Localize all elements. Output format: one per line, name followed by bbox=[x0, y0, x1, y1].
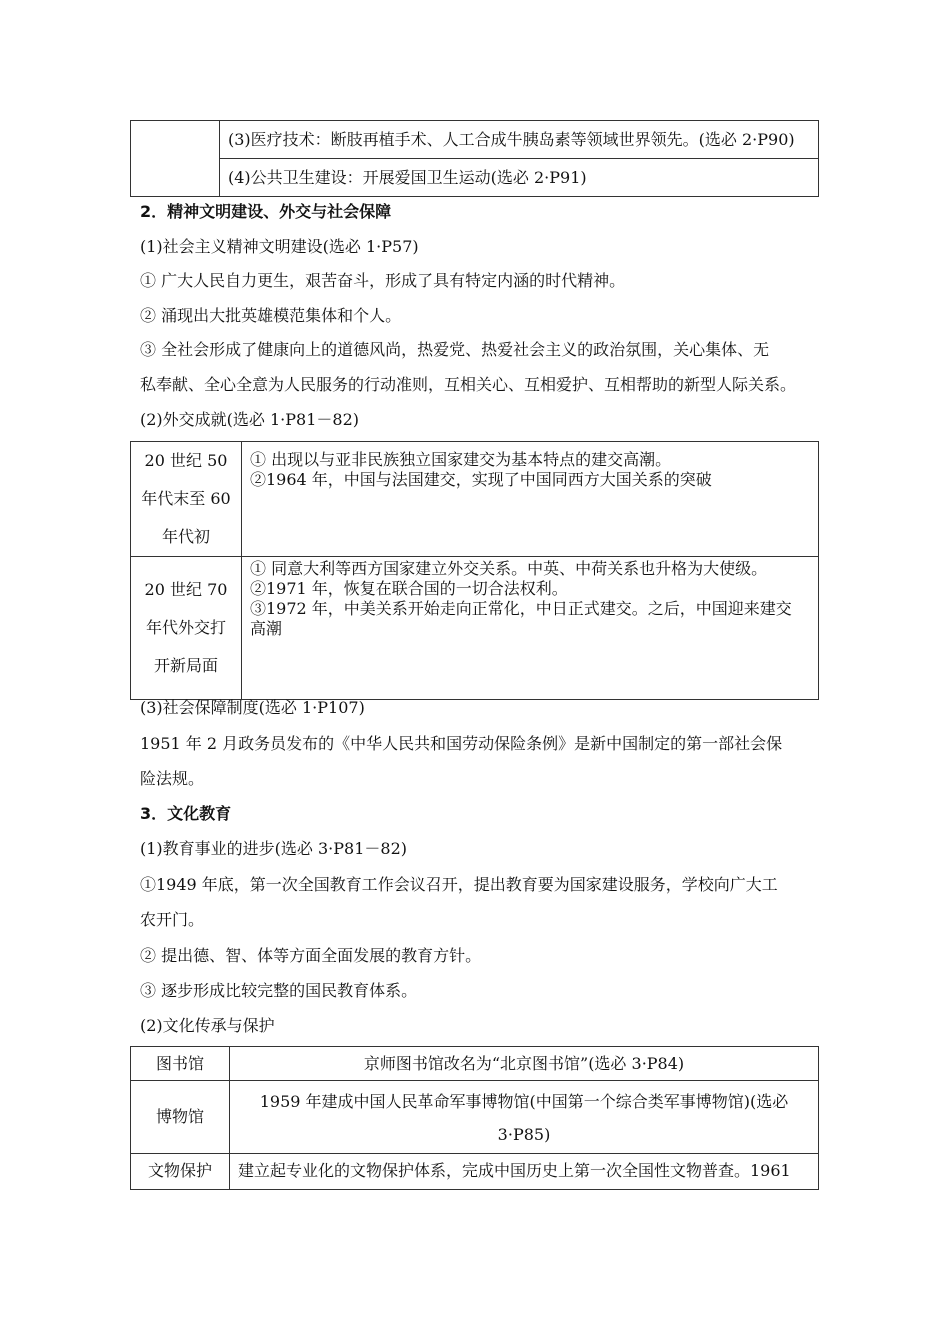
culture-line: 1959 年建成中国人民革命军事博物馆(中国第一个综合类军事博物馆)(选必 bbox=[259, 1091, 789, 1111]
medical-table-cell bbox=[220, 159, 819, 197]
section-heading: 2．精神文明建设、外交与社会保障 bbox=[140, 202, 392, 221]
diplomacy-table bbox=[130, 441, 819, 700]
period-line: 20 世纪 50 bbox=[144, 451, 228, 470]
period-cell bbox=[131, 442, 242, 557]
event-line: ① 同意大利等西方国家建立外交关系。中英、中荷关系也升格为大使级。 bbox=[250, 559, 768, 578]
culture-label-cell bbox=[131, 1081, 230, 1154]
culture-label-cell bbox=[131, 1153, 230, 1189]
culture-table bbox=[130, 1046, 819, 1190]
event-line: ① 出现以与亚非民族独立国家建交为基本特点的建交高潮。 bbox=[250, 450, 672, 469]
events-cell bbox=[242, 442, 819, 557]
section-heading: 3．文化教育 bbox=[140, 804, 232, 823]
culture-line: 建立起专业化的文物保护体系，完成中国历史上第一次全国性文物普查。1961 bbox=[238, 1161, 791, 1181]
period-line: 年代外交打 bbox=[145, 618, 226, 637]
medical-table bbox=[130, 120, 819, 197]
period-line: 开新局面 bbox=[153, 656, 218, 675]
event-line: 高潮 bbox=[250, 619, 283, 638]
paragraph: 1951 年 2 月政务员发布的《中华人民共和国劳动保险条例》是新中国制定的第一部社会保 bbox=[140, 734, 783, 753]
period-line: 年代初 bbox=[161, 527, 210, 546]
period-line: 年代末至 60 bbox=[141, 489, 231, 508]
culture-label: 博物馆 bbox=[155, 1106, 204, 1126]
paragraph: 私奉献、全心全意为人民服务的行动准则，互相关心、互相爱护、互相帮助的新型人际关系。 bbox=[140, 375, 797, 394]
event-line: ②1971 年，恢复在联合国的一切合法权利。 bbox=[250, 579, 568, 598]
paragraph: ③ 逐步形成比较完整的国民教育体系。 bbox=[140, 981, 418, 1000]
culture-line: 京师图书馆改名为“北京图书馆”(选必 3·P84) bbox=[363, 1053, 685, 1073]
period-line: 20 世纪 70 bbox=[144, 580, 228, 599]
medical-row: (3)医疗技术：断肢再植手术、人工合成牛胰岛素等领域世界领先。(选必 2·P90) bbox=[228, 129, 795, 149]
culture-label-cell bbox=[131, 1047, 230, 1081]
paragraph: ① 广大人民自力更生，艰苦奋斗，形成了具有特定内涵的时代精神。 bbox=[140, 271, 626, 290]
event-line: ③1972 年，中美关系开始走向正常化，中日正式建交。之后，中国迎来建交 bbox=[250, 599, 792, 618]
paragraph: ② 涌现出大批英雄模范集体和个人。 bbox=[140, 306, 402, 325]
culture-content-cell bbox=[230, 1153, 819, 1189]
culture-content-cell bbox=[230, 1047, 819, 1081]
culture-label: 图书馆 bbox=[155, 1053, 204, 1073]
period-cell bbox=[131, 557, 242, 700]
paragraph: ② 提出德、智、体等方面全面发展的教育方针。 bbox=[140, 946, 482, 965]
paragraph: ①1949 年底，第一次全国教育工作会议召开，提出教育要为国家建设服务，学校向广大工 bbox=[140, 875, 778, 894]
culture-label: 文物保护 bbox=[147, 1161, 212, 1181]
subheading: (3)社会保障制度(选必 1·P107) bbox=[140, 698, 365, 717]
paragraph: 险法规。 bbox=[140, 769, 205, 788]
paragraph: 农开门。 bbox=[140, 910, 205, 929]
events-cell bbox=[242, 557, 819, 700]
subheading: (1)社会主义精神文明建设(选必 1·P57) bbox=[140, 237, 419, 256]
paragraph: ③ 全社会形成了健康向上的道德风尚，热爱党、热爱社会主义的政治氛围，关心集体、无 bbox=[140, 340, 770, 359]
event-line: ②1964 年，中国与法国建交，实现了中国同西方大国关系的突破 bbox=[250, 470, 712, 489]
medical-table-empty-cell bbox=[131, 121, 220, 197]
subheading: (2)外交成就(选必 1·P81－82) bbox=[140, 410, 359, 429]
subheading: (2)文化传承与保护 bbox=[140, 1016, 275, 1035]
medical-row: (4)公共卫生建设：开展爱国卫生运动(选必 2·P91) bbox=[228, 167, 587, 187]
culture-content-cell bbox=[230, 1081, 819, 1154]
culture-line: 3·P85) bbox=[497, 1124, 551, 1144]
medical-table-cell bbox=[220, 121, 819, 159]
subheading: (1)教育事业的进步(选必 3·P81－82) bbox=[140, 839, 407, 858]
